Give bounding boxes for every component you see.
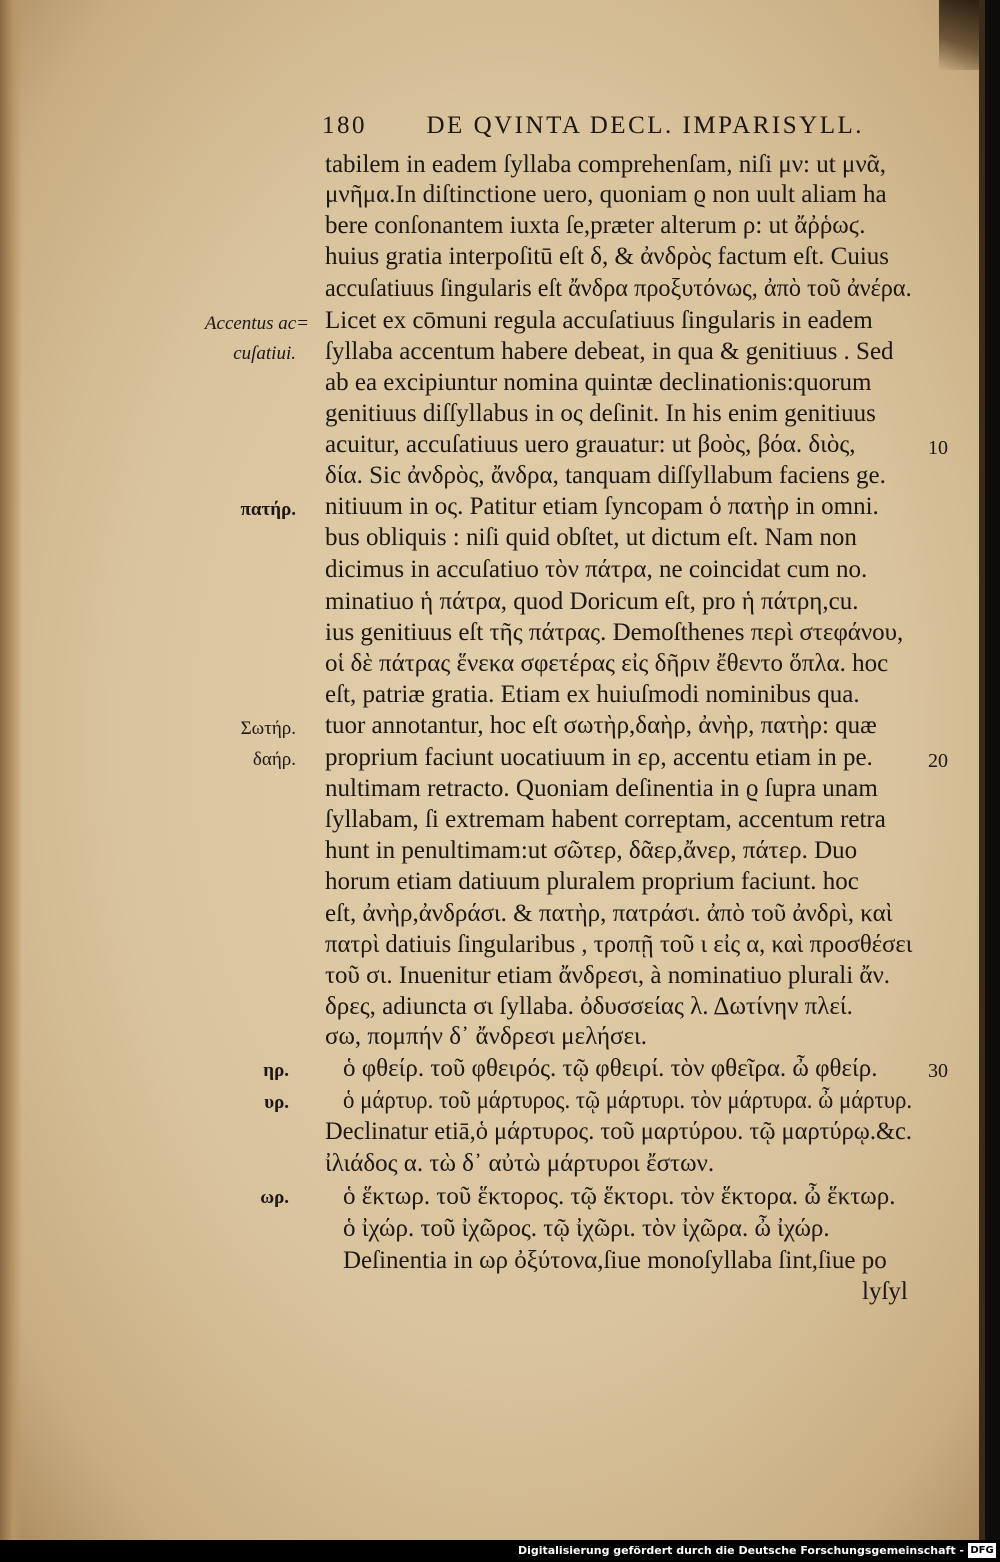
text-line: πατρὶ datiuis ſingularibus , τροπῇ τοῦ ι εἰς α, καὶ προσθέσει bbox=[325, 931, 913, 958]
text-line: ſyllabam, ſi extremam habent correptam, accentum retra bbox=[325, 806, 886, 833]
text-line: dicimus in accuſatiuo τὸν πάτρα, ne coincidat cum no. bbox=[325, 556, 868, 583]
margin-note: cuſatiui. bbox=[233, 343, 296, 364]
text-line: tuor annotantur, hoc eſt σωτὴρ,δαὴρ, ἀνὴρ, πατὴρ: quæ bbox=[325, 712, 877, 739]
text-line: bere conſonantem iuxta ſe,præter alterum ρ: ut ἄῤῥωϛ. bbox=[325, 212, 866, 239]
text-line: σω, πομπήν δ᾽ ἄνδρεσι μελήσει. bbox=[325, 1023, 647, 1050]
text-line: proprium faciunt uocatiuum in ερ, accentu etiam in pe. bbox=[325, 744, 873, 771]
text-line: minatiuo ἡ πάτρα, quod Doricum eſt, pro ἡ πάτρη,cu. bbox=[325, 588, 859, 615]
text-line: eſt, patriæ gratia. Etiam ex huiuſmodi nominibus qua. bbox=[325, 681, 860, 708]
text-line: nultimam retracto. Quoniam deſinentia in ϱ ſupra unam bbox=[325, 775, 878, 802]
footer-credit: Digitalisierung gefördert durch die Deutsche Forschungsgemeinschaft - bbox=[517, 1544, 964, 1557]
paradigm-line: ὁ φθείρ. τοῦ φθειρός. τῷ φθειρί. τὸν φθεῖρα. ὦ φθείρ. bbox=[343, 1055, 878, 1082]
text-line: tabilem in eadem ſyllaba comprehenſam, niſi μν: ut μνᾶ, bbox=[325, 151, 886, 178]
page-number: 180 bbox=[322, 112, 367, 139]
paradigm-line: ἰλιάδος α. τὼ δ᾽ αὐτὼ μάρτυροι ἔστων. bbox=[325, 1150, 715, 1177]
text-line: hunt in penultimam:ut σῶτερ, δᾶερ,ἄνερ, πάτερ. Duo bbox=[325, 837, 858, 864]
text-line: eſt, ἀνὴρ,ἀνδράσι. & πατὴρ, πατράσι. ἀπὸ τοῦ ἀνδρὶ, καὶ bbox=[325, 900, 893, 927]
text-line: huius gratia interpoſitū eſt δ, & ἀνδρὸς factum eſt. Cuius bbox=[325, 243, 890, 270]
line-number: 30 bbox=[928, 1060, 948, 1082]
text-line: ius genitiuus eſt τῆς πάτρας. Demoſthenes περὶ στεφάνου, bbox=[325, 619, 904, 646]
text-line: bus obliquis : niſi quid obſtet, ut dictum eſt. Nam non bbox=[325, 524, 857, 551]
text-line: ſyllaba accentum habere debeat, in qua & genitiuus . Sed bbox=[325, 338, 894, 365]
margin-note: Σωτήρ. bbox=[240, 718, 296, 739]
line-number: 20 bbox=[928, 750, 948, 772]
text-line: acuitur, accuſatiuus uero grauatur: ut βοὸς, βόα. διὸς, bbox=[325, 431, 856, 458]
running-title: DE QVINTA DECL. IMPARISYLL. bbox=[426, 112, 864, 139]
paradigm-line: ὁ ἕκτωρ. τοῦ ἕκτορος. τῷ ἕκτορι. τὸν ἕκτορα. ὦ ἕκτωρ. bbox=[343, 1183, 896, 1210]
margin-note: δαήρ. bbox=[252, 749, 296, 770]
page-gutter-shadow bbox=[0, 0, 22, 1540]
paradigm-line: Declinatur etiā,ὁ μάρτυρος. τοῦ μαρτύρου. τῷ μαρτύρῳ.&c. bbox=[325, 1118, 912, 1145]
text-line: horum etiam datiuum pluralem proprium faciunt. hoc bbox=[325, 868, 859, 895]
text-line: Licet ex cōmuni regula accuſatiuus ſingularis in eadem bbox=[325, 307, 873, 334]
text-line: δρες, adiuncta σι ſyllaba. ὀδυσσείας λ. Δωτίνην πλεί. bbox=[325, 993, 853, 1020]
page-corner-shadow bbox=[939, 0, 979, 70]
line-number: 10 bbox=[928, 437, 948, 459]
catchword: lyſyl bbox=[862, 1278, 908, 1305]
margin-note: Accentus ac= bbox=[204, 313, 309, 334]
text-line: τοῦ σι. Inuenitur etiam ἄνδρεσι, à nominatiuo plurali ἄν. bbox=[325, 962, 891, 989]
text-line: μνῆμα.In diſtinctione uero, quoniam ϱ non uult aliam ha bbox=[325, 181, 887, 208]
text-line: Deſinentia in ωρ ὀξύτονα,ſiue monoſyllaba ſint,ſiue po bbox=[343, 1247, 887, 1274]
text-line: accuſatiuus ſingularis eſt ἄνδρα προξυτόνως, ἀπὸ τοῦ ἀνέρα. bbox=[325, 275, 912, 302]
text-line: δία. Sic ἀνδρὸς, ἄνδρα, tanquam diſſyllabum faciens ge. bbox=[325, 462, 886, 489]
text-line: nitiuum in ος. Patitur etiam ſyncopam ὁ πατὴρ in omni. bbox=[325, 493, 879, 520]
paradigm-line: ὁ ἰχώρ. τοῦ ἰχῶρος. τῷ ἰχῶρι. τὸν ἰχῶρα. ὦ ἰχώρ. bbox=[343, 1215, 830, 1242]
dfg-logo: DFG bbox=[968, 1543, 996, 1558]
paradigm-line: ὁ μάρτυρ. τοῦ μάρτυρος. τῷ μάρτυρι. τὸν μάρτυρα. ὦ μάρτυρ. bbox=[343, 1087, 913, 1114]
margin-note: ωρ. bbox=[260, 1187, 289, 1208]
text-line: οἱ δὲ πάτρας ἕνεκα σφετέρας εἰς δῆριν ἔθεντο ὅπλα. hoc bbox=[325, 650, 889, 677]
margin-note: ηρ. bbox=[263, 1060, 289, 1081]
margin-note: πατήρ. bbox=[240, 499, 296, 520]
footer-bar bbox=[0, 1540, 1000, 1562]
text-line: genitiuus diſſyllabus in ος deſinit. In his enim genitiuus bbox=[325, 400, 876, 427]
text-line: ab ea excipiuntur nomina quintæ declinationis:quorum bbox=[325, 369, 872, 396]
margin-note: υρ. bbox=[264, 1092, 289, 1113]
running-header bbox=[322, 112, 864, 140]
